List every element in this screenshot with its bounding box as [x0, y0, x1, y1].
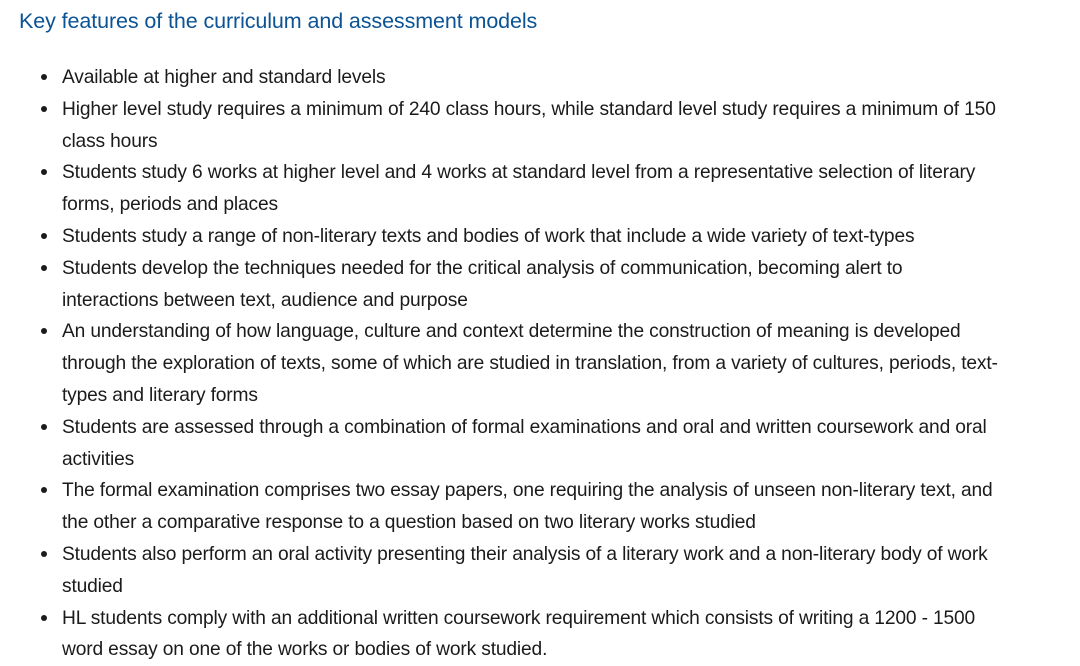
bullet-text: Students study a range of non-literary texts and bodies of work that include a wide variety of text-types [62, 225, 915, 247]
bullet-text: Students study 6 works at higher level and 4 works at standard level from a representative selection of literary forms, periods and places [62, 162, 976, 216]
bullet-dot-icon [41, 487, 47, 493]
bullet-text: HL students comply with an additional written coursework requirement which consists of writing a 1200 - 1500 word essay on one of the works or bodies of work studied. [62, 607, 976, 661]
bullet-item-2 [0, 94, 1080, 158]
features-bullet-list [0, 62, 1080, 666]
bullet-text: Students also perform an oral activity presenting their analysis of a literary work and a non-literary body of work studied [62, 543, 988, 597]
bullet-dot-icon [41, 74, 47, 80]
bullet-item-5 [0, 253, 1080, 317]
bullet-dot-icon [41, 328, 47, 334]
bullet-dot-icon [41, 265, 47, 271]
bullet-item-3 [0, 157, 1080, 221]
bullet-text: The formal examination comprises two essay papers, one requiring the analysis of unseen non-literary text, and the other a comparative response to a question based on two literary works studied [62, 480, 993, 534]
bullet-dot-icon [41, 106, 47, 112]
bullet-item-4 [0, 221, 1080, 253]
bullet-dot-icon [41, 551, 47, 557]
bullet-item-7 [0, 412, 1080, 476]
bullet-text: Students develop the techniques needed for the critical analysis of communication, becoming alert to interactions between text, audience and purpose [62, 257, 903, 311]
section-heading: Key features of the curriculum and assessment models [19, 9, 538, 33]
bullet-dot-icon [41, 233, 47, 239]
bullet-dot-icon [41, 615, 47, 621]
bullet-text: Students are assessed through a combination of formal examinations and oral and written coursework and oral activities [62, 416, 987, 470]
bullet-dot-icon [41, 424, 47, 430]
bullet-item-8 [0, 475, 1080, 539]
bullet-text: Available at higher and standard levels [62, 67, 386, 88]
bullet-item-10 [0, 603, 1080, 666]
bullet-item-6 [0, 316, 1080, 411]
bullet-dot-icon [41, 169, 47, 175]
bullet-item-1 [0, 62, 1080, 94]
bullet-text: An understanding of how language, culture and context determine the construction of meaning is developed through the exploration of texts, some of which are studied in translation, from a variety of cultures, periods, text-types and literary forms [62, 321, 998, 406]
bullet-item-9 [0, 539, 1080, 603]
bullet-text: Higher level study requires a minimum of 240 class hours, while standard level study requires a minimum of 150 class hours [62, 98, 996, 152]
